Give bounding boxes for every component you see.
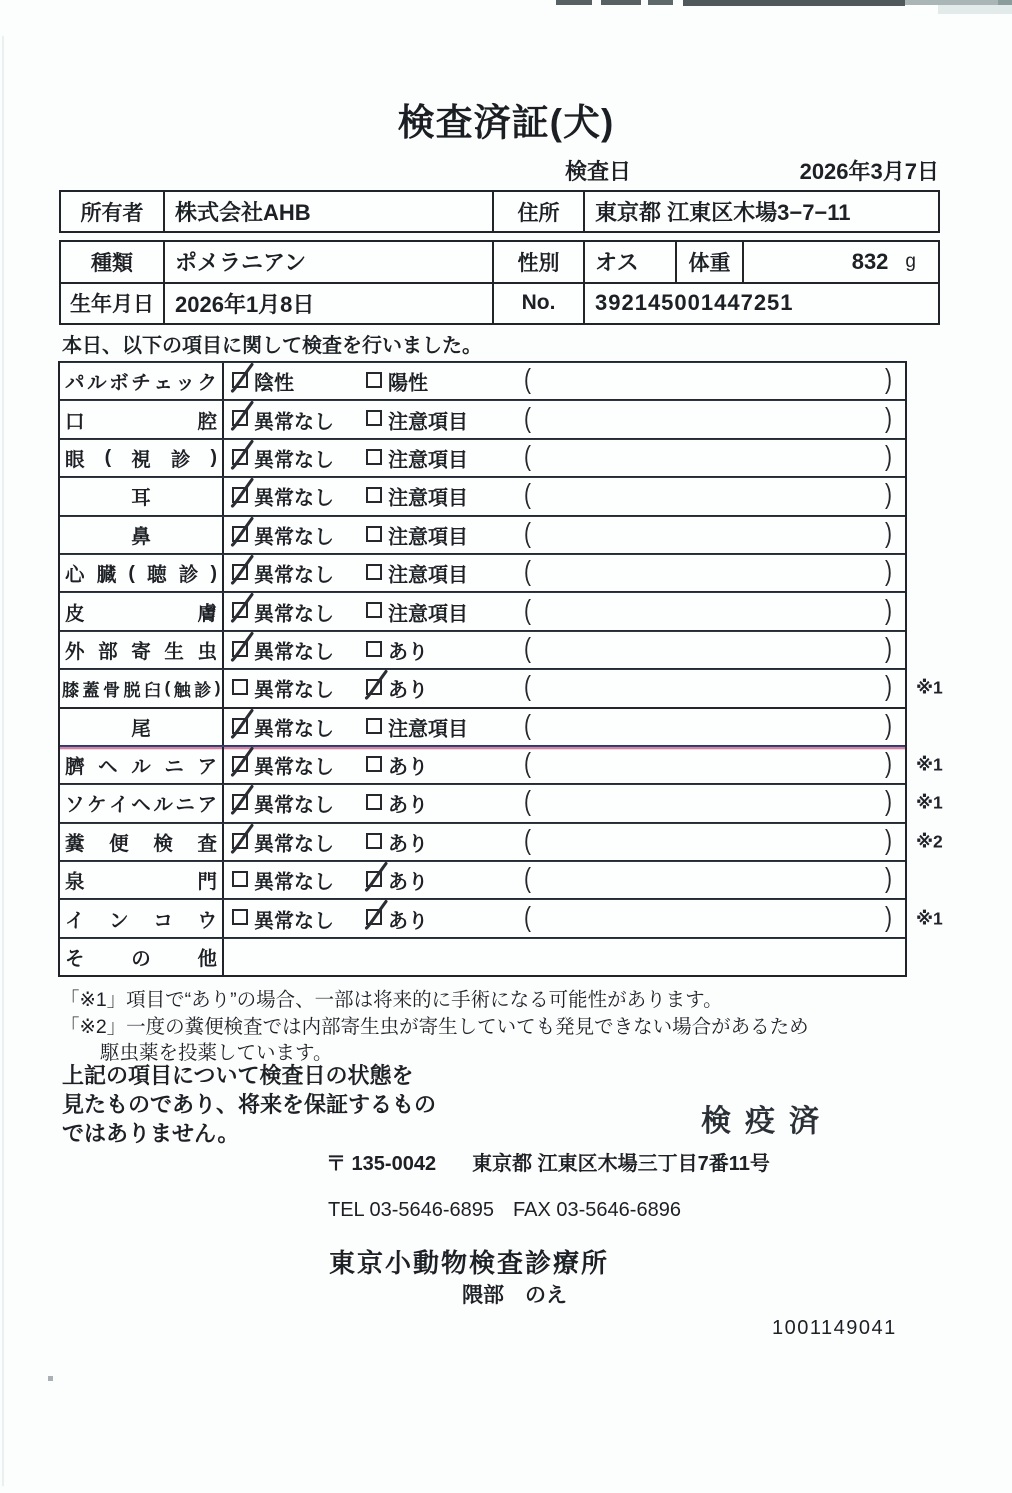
label-char: ア [197, 756, 217, 779]
exam-row [60, 632, 905, 670]
exam-row [60, 363, 905, 401]
label-char: 蓋 [82, 680, 100, 700]
label-char: ) [214, 678, 220, 698]
exam-row [60, 401, 905, 439]
label-char: チ [131, 372, 151, 395]
checkbox-option-2 [366, 833, 382, 849]
checkbox-option-2 [366, 487, 382, 503]
paren: ( [524, 748, 531, 779]
checkbox-option-1 [232, 756, 248, 772]
exam-row [60, 478, 905, 516]
exam-row-content [224, 824, 905, 860]
paren: ) [885, 594, 892, 625]
checkbox-option-2 [366, 871, 382, 887]
label-char: 膝 [62, 680, 79, 700]
exam-row-label [60, 593, 224, 629]
label-char: 心 [65, 564, 85, 587]
label-char: 門 [197, 871, 217, 894]
exam-row-label [60, 900, 224, 936]
check-mark [229, 476, 256, 510]
exam-row [60, 747, 943, 785]
pet-info-table [59, 240, 940, 325]
option-2-label: 注意項目 [388, 449, 468, 472]
sex-label: 性別 [494, 242, 585, 282]
option-1-label: 異常なし [254, 641, 334, 664]
serial-number: 1001149041 [772, 1317, 897, 1339]
paren: ) [885, 479, 892, 510]
checkbox-option-1 [232, 526, 248, 542]
exam-row-label [60, 824, 224, 860]
scan-artifact [648, 0, 673, 5]
label-char: 生 [164, 640, 184, 663]
label-char: 部 [98, 640, 118, 663]
label-char: パ [65, 372, 85, 395]
exam-row [60, 555, 905, 593]
birthdate-label: 生年月日 [61, 284, 165, 324]
checkbox-option-2 [366, 410, 382, 426]
exam-row [60, 862, 905, 900]
label-char: 虫 [197, 640, 217, 663]
scan-artifact [683, 0, 905, 6]
checkbox-option-1 [232, 833, 248, 849]
option-1-label: 異常なし [254, 603, 334, 626]
clinic-fax: FAX 03-5646-6896 [513, 1199, 681, 1221]
option-1-label: 異常なし [254, 756, 334, 779]
exam-row-label [60, 709, 224, 745]
label-char: イ [65, 909, 85, 932]
label-char: 外 [65, 640, 85, 663]
checkbox-option-2 [366, 449, 382, 465]
clinic-contact-row [328, 1199, 681, 1222]
checkbox-option-1 [232, 909, 248, 925]
option-1-label: 異常なし [254, 679, 334, 702]
option-1-label: 異常なし [254, 564, 334, 587]
reference-note: ※1 [916, 908, 943, 929]
checkbox-option-2 [366, 679, 382, 695]
label-char: 眼 [65, 448, 85, 471]
option-1-label: 異常なし [254, 487, 334, 510]
exam-row-content [224, 785, 905, 821]
disclaimer-line-3: ではありません。 [62, 1120, 240, 1146]
option-1-label: 異常なし [254, 526, 334, 549]
disclaimer-line-2: 見たものであり、将来を保証するもの [62, 1091, 437, 1117]
label-char: ル [131, 756, 151, 779]
exam-row-label [60, 632, 224, 668]
paren: ) [885, 710, 892, 741]
label-char: 脱 [123, 680, 141, 700]
exam-row [60, 824, 943, 862]
scan-artifact [2, 36, 4, 1486]
exam-row-label [60, 747, 224, 783]
paren: ( [524, 825, 531, 856]
check-mark [229, 438, 256, 472]
label-char: 鼻 [131, 525, 151, 548]
exam-row-content [224, 900, 905, 936]
clinic-tel: TEL 03-5646-6895 [328, 1199, 495, 1221]
exam-row [60, 785, 943, 823]
paren: ( [524, 556, 531, 587]
option-2-label: 陽性 [388, 372, 428, 395]
paren: ) [885, 403, 892, 433]
scan-artifact [48, 1376, 53, 1381]
paren: ( [524, 594, 531, 625]
checkbox-option-1 [232, 564, 248, 580]
option-2-label: 注意項目 [388, 564, 468, 587]
checkbox-option-1 [232, 718, 248, 734]
label-char: そ [65, 947, 85, 970]
weight-label: 体重 [677, 242, 744, 282]
exam-row-label [60, 670, 224, 706]
disclaimer-text [62, 1062, 436, 1148]
label-char: 臓 [96, 564, 117, 587]
exam-row-label [60, 555, 224, 591]
checkbox-option-2 [366, 372, 382, 388]
paren: ) [885, 364, 892, 395]
option-1-label: 異常なし [254, 411, 334, 434]
page-title: 検査済証(犬) [397, 102, 615, 143]
owner-table [59, 190, 940, 233]
clinic-address: 東京都 江東区木場三丁目7番11号 [472, 1153, 770, 1175]
checkbox-option-1 [232, 641, 248, 657]
exam-row [60, 440, 905, 478]
label-char: 皮 [65, 602, 85, 625]
exam-row [60, 939, 905, 975]
label-char: ( [128, 561, 135, 584]
exam-table [58, 361, 943, 977]
checkbox-option-2 [366, 564, 382, 580]
paren: ) [885, 518, 892, 549]
spacer [436, 1147, 472, 1176]
paren: ( [524, 441, 531, 472]
paren: ( [524, 403, 531, 433]
option-2-label: あり [388, 910, 428, 933]
label-char: 骨 [103, 680, 120, 700]
option-2-label: 注意項目 [388, 718, 468, 741]
weight-value: 832 [851, 248, 889, 274]
option-1-label: 異常なし [254, 449, 334, 472]
paren: ) [885, 786, 892, 817]
scan-artifact [938, 5, 1012, 14]
exam-row-content [224, 401, 905, 437]
label-char: 他 [197, 947, 217, 970]
option-2-label: 注意項目 [388, 487, 468, 510]
check-mark [363, 898, 390, 932]
checkbox-option-2 [366, 526, 382, 542]
label-char: 膚 [197, 602, 217, 625]
label-char: ボ [109, 372, 129, 395]
weight-unit: g [905, 250, 916, 272]
quarantine-stamp: 検疫済 [701, 1105, 833, 1138]
checkbox-option-2 [366, 909, 382, 925]
exam-row-label [60, 401, 224, 437]
paren: ) [885, 863, 892, 894]
label-char: 診 [194, 680, 211, 700]
option-2-label: あり [388, 794, 428, 817]
address-value: 東京都 江東区木場3−7−11 [595, 200, 851, 225]
exam-row-content [224, 517, 905, 553]
checkbox-option-1 [232, 372, 248, 388]
option-1-label: 異常なし [254, 871, 334, 894]
reference-note: ※2 [916, 831, 943, 852]
paren: ( [524, 863, 531, 894]
reference-note: ※1 [916, 677, 943, 698]
exam-row-label [60, 440, 224, 476]
paren: ) [885, 556, 892, 587]
check-mark [363, 860, 390, 894]
label-char: 触 [173, 680, 191, 700]
label-char: 寄 [131, 640, 151, 663]
owner-value: 株式会社AHB [165, 192, 494, 231]
address-label: 住所 [494, 192, 585, 231]
paren: ( [524, 786, 531, 817]
exam-row [60, 517, 905, 555]
paren: ) [885, 633, 892, 664]
option-2-label: 注意項目 [388, 411, 468, 434]
checkbox-option-1 [232, 871, 248, 887]
checkbox-option-1 [232, 410, 248, 426]
label-char: ル [153, 794, 173, 817]
label-char: ル [87, 372, 107, 395]
label-char: ク [197, 372, 217, 395]
label-char: ソ [65, 794, 85, 817]
certificate-no-value: 392145001447251 [595, 290, 794, 316]
label-char: ッ [175, 372, 195, 395]
paren: ) [885, 441, 892, 472]
scan-artifact [556, 0, 592, 5]
spacer [494, 1199, 513, 1222]
exam-row-content [224, 862, 905, 898]
reference-note: ※1 [916, 792, 943, 813]
label-char: ケ [87, 794, 107, 817]
paren: ( [524, 902, 531, 932]
option-2-label: あり [388, 756, 428, 779]
check-mark [229, 591, 256, 625]
option-2-label: あり [388, 641, 428, 664]
clinic-postal-row [326, 1147, 770, 1176]
postal-code: 〒 135-0042 [326, 1153, 437, 1175]
label-char: ( [164, 678, 170, 698]
check-mark [229, 707, 256, 741]
label-char: ) [210, 446, 217, 469]
certificate-no-label: No. [494, 284, 585, 324]
option-2-label: あり [388, 871, 428, 894]
check-mark [229, 399, 256, 433]
exam-row-content [224, 440, 905, 476]
exam-row-content [224, 555, 905, 591]
checkbox-option-1 [232, 794, 248, 810]
inspection-date-value: 2026年3月7日 [799, 159, 939, 184]
label-char: 泉 [65, 871, 85, 894]
paren: ) [885, 902, 892, 932]
exam-row-content [224, 670, 905, 706]
birthdate-value: 2026年1月8日 [165, 284, 494, 324]
label-char: 耳 [131, 487, 151, 510]
label-char: 腔 [197, 410, 217, 433]
sex-value: オス [585, 242, 677, 282]
check-mark [229, 630, 256, 664]
label-char: 臍 [65, 756, 85, 779]
label-char: コ [153, 909, 173, 932]
checkbox-option-2 [366, 602, 382, 618]
label-char: ヘ [98, 756, 118, 779]
label-char: ) [210, 561, 217, 584]
option-2-label: あり [388, 679, 428, 702]
paren: ( [524, 671, 531, 702]
paren: ) [885, 748, 892, 779]
checkbox-option-2 [366, 718, 382, 734]
option-1-label: 異常なし [254, 910, 334, 933]
weight-cell [744, 242, 938, 282]
label-char: 臼 [144, 680, 161, 700]
exam-row-content [224, 709, 905, 745]
checkbox-option-2 [366, 641, 382, 657]
label-char: 糞 [65, 832, 85, 855]
exam-row [60, 593, 905, 631]
checkbox-option-1 [232, 487, 248, 503]
exam-row-label [60, 785, 224, 821]
footnote-1: 「※1」項目で“あり”の場合、一部は将来的に手術になる可能性があります。 [60, 989, 723, 1011]
exam-row-label [60, 939, 224, 975]
clinic-name: 東京小動物検査診療所 [329, 1248, 610, 1278]
label-char: 診 [170, 448, 191, 471]
option-1-label: 陰性 [254, 372, 294, 395]
checkbox-option-1 [232, 679, 248, 695]
option-1-label: 異常なし [254, 718, 334, 741]
exam-row-content [224, 478, 905, 514]
label-char: ン [109, 909, 129, 932]
check-mark [229, 822, 256, 856]
disclaimer-line-1: 上記の項目について検査日の状態を [62, 1063, 414, 1088]
reference-note: ※1 [916, 754, 943, 775]
option-1-label: 異常なし [254, 833, 334, 856]
checkbox-option-2 [366, 756, 382, 772]
label-char: ヘ [131, 794, 151, 817]
exam-row-content [224, 363, 905, 399]
owner-label: 所有者 [61, 192, 165, 231]
checkbox-option-2 [366, 794, 382, 810]
exam-row [60, 670, 943, 708]
label-char: 視 [131, 448, 151, 471]
exam-row-content [224, 593, 905, 629]
label-char: 口 [65, 410, 85, 433]
footnote-2-continued: 駆虫薬を投薬しています。 [100, 1042, 333, 1064]
label-char: 診 [178, 564, 199, 587]
label-char: ウ [197, 909, 217, 932]
inspection-date-label: 検査日 [565, 159, 632, 184]
paren: ( [524, 710, 531, 741]
label-char: 査 [197, 832, 217, 855]
examiner-name: 隈部 のえ [462, 1284, 567, 1307]
species-label: 種類 [61, 242, 165, 282]
checkbox-option-1 [232, 602, 248, 618]
exam-row-content [224, 747, 905, 783]
label-char: イ [109, 794, 129, 817]
exam-row [60, 709, 905, 747]
intro-text: 本日、以下の項目に関して検査を行いました。 [62, 335, 482, 357]
paren: ( [524, 364, 531, 395]
exam-row-label [60, 363, 224, 399]
label-char: ェ [153, 372, 173, 395]
check-mark [229, 553, 256, 587]
option-2-label: 注意項目 [388, 603, 468, 626]
exam-row [60, 900, 943, 938]
exam-row-label [60, 517, 224, 553]
check-mark [229, 745, 256, 779]
inspection-date-row [565, 155, 939, 186]
check-mark [229, 783, 256, 817]
check-mark [363, 668, 390, 702]
paren: ( [524, 518, 531, 549]
exam-row-content [224, 939, 905, 975]
label-char: 検 [153, 832, 173, 855]
scan-artifact [601, 0, 641, 5]
check-mark [229, 361, 256, 395]
label-char: ニ [164, 756, 184, 779]
option-2-label: あり [388, 833, 428, 856]
paren: ( [524, 633, 531, 664]
footnote-2: 「※2」一度の糞便検査では内部寄生虫が寄生していても発見できない場合があるため [60, 1016, 809, 1038]
label-char: 尾 [131, 717, 151, 740]
exam-row-label [60, 478, 224, 514]
option-2-label: 注意項目 [388, 526, 468, 549]
paren: ) [885, 825, 892, 856]
paren: ( [524, 479, 531, 510]
label-char: ( [104, 446, 112, 469]
check-mark [229, 515, 256, 549]
label-char: 便 [109, 832, 129, 855]
paren: ) [885, 671, 892, 702]
label-char: ア [197, 794, 217, 817]
species-value: ポメラニアン [165, 242, 494, 282]
exam-row-label [60, 862, 224, 898]
label-char: の [131, 947, 151, 970]
label-char: 聴 [147, 564, 167, 587]
label-char: ニ [175, 794, 195, 817]
checkbox-option-1 [232, 449, 248, 465]
exam-row-content [224, 632, 905, 668]
option-1-label: 異常なし [254, 794, 334, 817]
